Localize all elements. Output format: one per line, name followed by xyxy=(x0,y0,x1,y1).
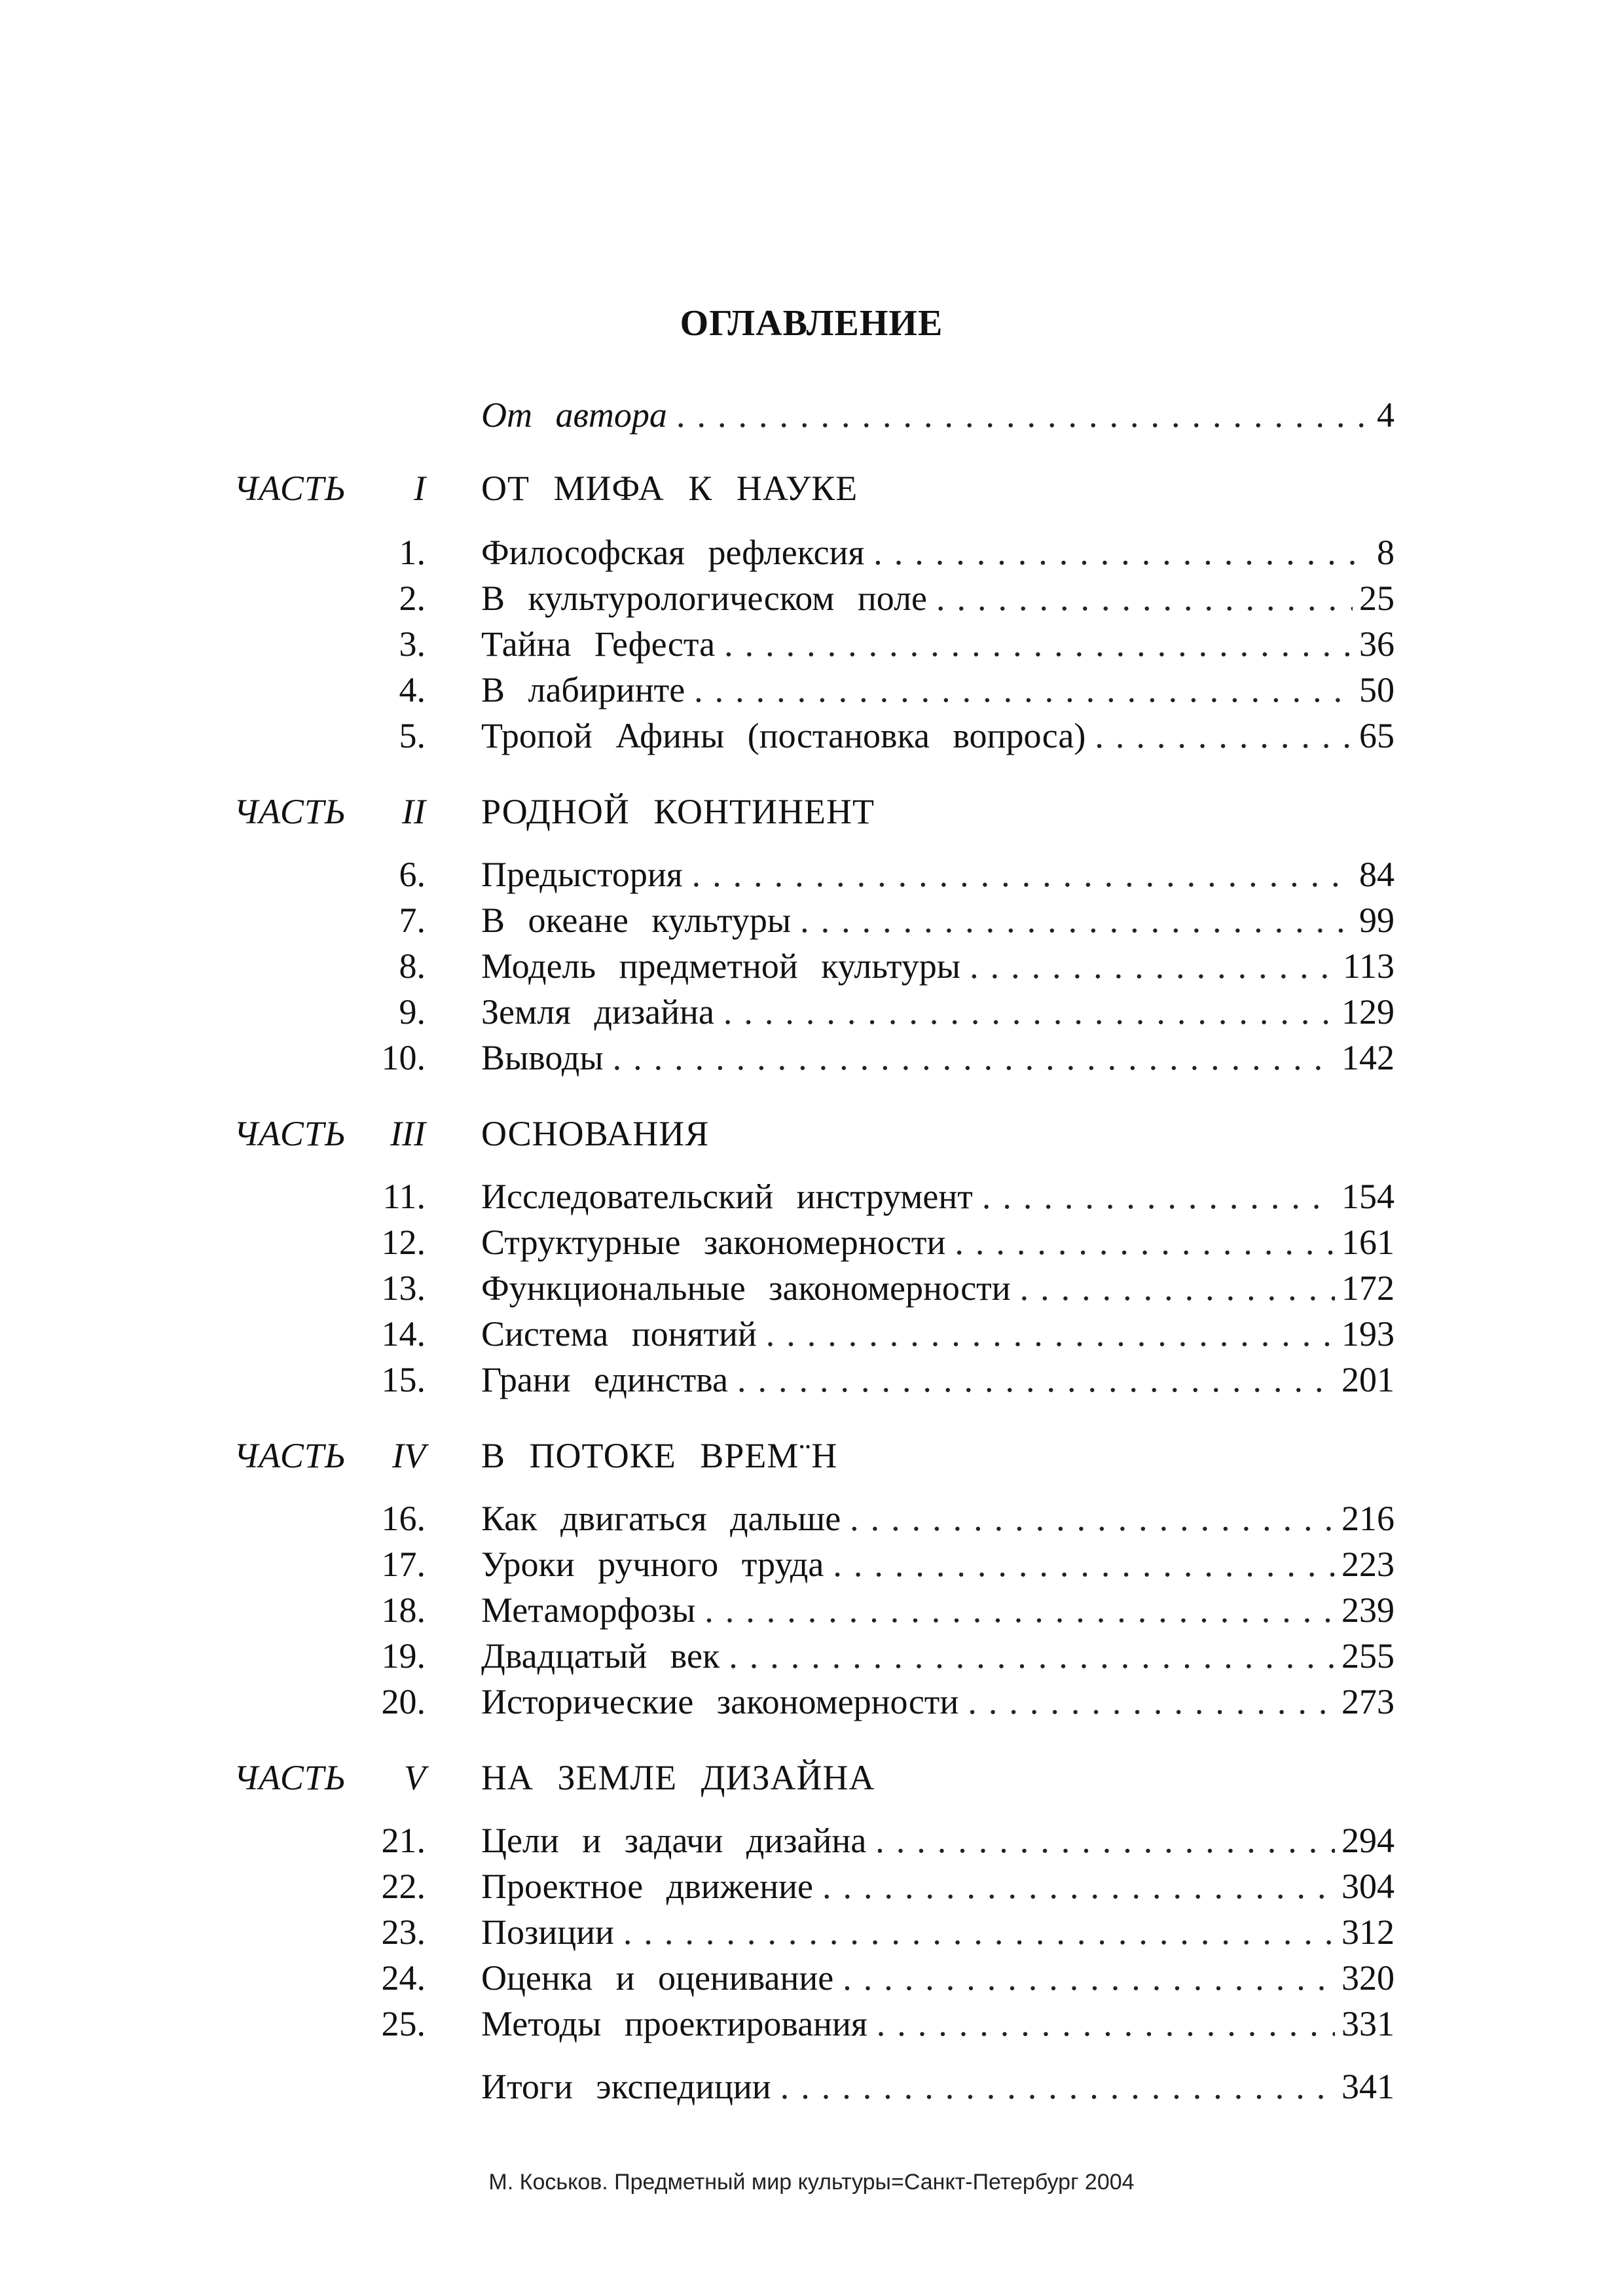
toc-chapter-row[interactable] xyxy=(0,1679,1623,1725)
toc-chapter-row[interactable] xyxy=(0,897,1623,943)
chapter-title: Структурные закономерности xyxy=(481,1223,946,1262)
part-label: ЧАСТЬ xyxy=(234,1758,346,1797)
toc-chapter-row[interactable] xyxy=(0,1863,1623,1909)
chapter-number: 24. xyxy=(381,1958,426,1998)
toc-entry-title: Итоги экспедиции xyxy=(481,2067,771,2106)
chapter-number: 7. xyxy=(399,901,426,940)
part-title: НА ЗЕМЛЕ ДИЗАЙНА xyxy=(481,1758,875,1797)
chapter-title: Земля дизайна xyxy=(481,992,714,1031)
chapter-title: Двадцатый век xyxy=(481,1636,720,1676)
part-numeral: V xyxy=(404,1758,426,1797)
dot-leader xyxy=(850,1496,1335,1541)
chapter-number: 22. xyxy=(381,1867,426,1906)
toc-outro-row[interactable] xyxy=(0,2064,1623,2109)
chapter-title: Проектное движение xyxy=(481,1867,813,1906)
dot-leader xyxy=(982,1174,1335,1219)
part-title: ОТ МИФА К НАУКЕ xyxy=(481,469,858,508)
chapter-page: 129 xyxy=(1341,992,1395,1031)
chapter-page: 294 xyxy=(1341,1821,1395,1860)
chapter-number: 11. xyxy=(382,1177,426,1216)
chapter-page: 223 xyxy=(1341,1545,1395,1584)
toc-chapter-row[interactable] xyxy=(0,621,1623,667)
chapter-title: Предыстория xyxy=(481,855,683,894)
chapter-number: 5. xyxy=(399,716,426,755)
dot-leader xyxy=(800,897,1353,943)
chapter-number: 23. xyxy=(381,1912,426,1952)
toc-chapter-row[interactable] xyxy=(0,1311,1623,1357)
chapter-number: 17. xyxy=(381,1545,426,1584)
dot-leader xyxy=(704,1587,1335,1633)
chapter-number: 12. xyxy=(381,1223,426,1262)
toc-chapter-row[interactable] xyxy=(0,667,1623,713)
chapter-title: Модель предметной культуры xyxy=(481,946,961,986)
chapter-number: 19. xyxy=(381,1636,426,1676)
chapter-page: 304 xyxy=(1341,1867,1395,1906)
toc-intro-row[interactable] xyxy=(0,392,1623,438)
chapter-title: Тайна Гефеста xyxy=(481,624,716,664)
dot-leader xyxy=(623,1909,1335,1955)
toc-chapter-row[interactable] xyxy=(0,1955,1623,2001)
chapter-title: Тропой Афины (постановка вопроса) xyxy=(481,716,1086,755)
dot-leader xyxy=(780,2064,1335,2109)
toc-chapter-row[interactable] xyxy=(0,1818,1623,1863)
part-numeral: I xyxy=(414,469,426,508)
dot-leader xyxy=(729,1633,1335,1679)
part-heading-5[interactable] xyxy=(0,1755,1623,1801)
toc-chapter-row[interactable] xyxy=(0,1541,1623,1587)
chapter-number: 21. xyxy=(381,1821,426,1860)
part-heading-2[interactable] xyxy=(0,789,1623,834)
chapter-number: 1. xyxy=(399,533,426,572)
chapter-number: 2. xyxy=(399,579,426,618)
dot-leader xyxy=(970,943,1336,989)
part-title: ОСНОВАНИЯ xyxy=(481,1114,710,1153)
chapter-title: Исторические закономерности xyxy=(481,1682,959,1721)
chapter-number: 8. xyxy=(399,946,426,986)
chapter-page: 216 xyxy=(1341,1499,1395,1538)
chapter-title: Грани единства xyxy=(481,1360,728,1399)
part-heading-1[interactable] xyxy=(0,465,1623,511)
chapter-number: 9. xyxy=(399,992,426,1031)
dot-leader xyxy=(936,575,1353,621)
chapter-page: 312 xyxy=(1341,1912,1395,1952)
toc-chapter-row[interactable] xyxy=(0,713,1623,759)
chapter-page: 36 xyxy=(1359,624,1395,664)
chapter-number: 16. xyxy=(381,1499,426,1538)
toc-chapter-row[interactable] xyxy=(0,575,1623,621)
page-title: ОГЛАВЛЕНИЕ xyxy=(680,303,943,344)
chapter-title: Система понятий xyxy=(481,1314,757,1354)
chapter-page: 172 xyxy=(1341,1268,1395,1308)
toc-entry xyxy=(481,392,1395,438)
chapter-number: 20. xyxy=(381,1682,426,1721)
toc-chapter-row[interactable] xyxy=(0,1219,1623,1265)
dot-leader xyxy=(723,989,1335,1035)
chapter-title: Функциональные закономерности xyxy=(481,1268,1011,1308)
part-numeral: III xyxy=(390,1114,426,1153)
part-label: ЧАСТЬ xyxy=(234,792,346,831)
chapter-title: В океане культуры xyxy=(481,901,792,940)
chapter-title: В культурологическом поле xyxy=(481,579,927,618)
chapter-page: 113 xyxy=(1343,946,1395,986)
toc-entry-page: 341 xyxy=(1341,2067,1395,2106)
chapter-number: 15. xyxy=(381,1360,426,1399)
page-footer: М. Коськов. Предметный мир культуры=Санкт-Петербург 2004 xyxy=(488,2170,1135,2195)
part-title: В ПОТОКЕ ВРЕМ¨Н xyxy=(481,1436,838,1475)
chapter-page: 331 xyxy=(1341,2004,1395,2043)
part-label: ЧАСТЬ xyxy=(234,1436,346,1475)
toc-chapter-row[interactable] xyxy=(0,529,1623,575)
chapter-page: 239 xyxy=(1341,1590,1395,1630)
toc-chapter-row[interactable] xyxy=(0,1265,1623,1311)
toc-chapter-row[interactable] xyxy=(0,1496,1623,1541)
chapter-number: 13. xyxy=(381,1268,426,1308)
chapter-page: 142 xyxy=(1341,1038,1395,1077)
toc-chapter-row[interactable] xyxy=(0,1357,1623,1403)
part-heading-3[interactable] xyxy=(0,1111,1623,1157)
part-numeral: II xyxy=(402,792,426,831)
chapter-page: 320 xyxy=(1341,1958,1395,1998)
dot-leader xyxy=(833,1541,1335,1587)
part-numeral: IV xyxy=(392,1436,426,1475)
dot-leader xyxy=(877,2001,1335,2047)
chapter-page: 99 xyxy=(1359,901,1395,940)
dot-leader xyxy=(613,1035,1335,1081)
toc-chapter-row[interactable] xyxy=(0,1035,1623,1081)
chapter-number: 10. xyxy=(381,1038,426,1077)
chapter-page: 201 xyxy=(1341,1360,1395,1399)
part-label: ЧАСТЬ xyxy=(234,469,346,508)
toc-chapter-row[interactable] xyxy=(0,943,1623,989)
toc-chapter-row[interactable] xyxy=(0,1174,1623,1219)
dot-leader xyxy=(692,852,1353,897)
chapter-number: 3. xyxy=(399,624,426,664)
part-title: РОДНОЙ КОНТИНЕНТ xyxy=(481,792,875,831)
toc-entry-title: От автора xyxy=(481,395,667,435)
chapter-title: Позиции xyxy=(481,1912,614,1952)
dot-leader xyxy=(955,1219,1335,1265)
chapter-page: 161 xyxy=(1341,1223,1395,1262)
dot-leader xyxy=(676,392,1370,438)
toc-chapter-row[interactable] xyxy=(0,1633,1623,1679)
toc-chapter-row[interactable] xyxy=(0,852,1623,897)
toc-chapter-row[interactable] xyxy=(0,1587,1623,1633)
chapter-number: 25. xyxy=(381,2004,426,2043)
toc-chapter-row[interactable] xyxy=(0,1909,1623,1955)
chapter-title: Методы проектирования xyxy=(481,2004,867,2043)
dot-leader xyxy=(1095,713,1353,759)
dot-leader xyxy=(968,1679,1335,1725)
chapter-page: 273 xyxy=(1341,1682,1395,1721)
chapter-number: 4. xyxy=(399,670,426,709)
toc-chapter-row[interactable] xyxy=(0,989,1623,1035)
chapter-title: Исследовательский инструмент xyxy=(481,1177,973,1216)
chapter-page: 255 xyxy=(1341,1636,1395,1676)
dot-leader xyxy=(822,1863,1335,1909)
dot-leader xyxy=(843,1955,1335,2001)
chapter-title: В лабиринте xyxy=(481,670,685,709)
dot-leader xyxy=(724,621,1353,667)
chapter-page: 50 xyxy=(1359,670,1395,709)
chapter-page: 8 xyxy=(1377,533,1395,572)
chapter-title: Уроки ручного труда xyxy=(481,1545,824,1584)
chapter-title: Выводы xyxy=(481,1038,604,1077)
part-heading-4[interactable] xyxy=(0,1433,1623,1479)
dot-leader xyxy=(1020,1265,1335,1311)
part-label: ЧАСТЬ xyxy=(234,1114,346,1153)
dot-leader xyxy=(766,1311,1335,1357)
chapter-title: Как двигаться дальше xyxy=(481,1499,841,1538)
chapter-title: Метаморфозы xyxy=(481,1590,696,1630)
chapter-page: 154 xyxy=(1341,1177,1395,1216)
dot-leader xyxy=(694,667,1353,713)
toc-chapter-row[interactable] xyxy=(0,2001,1623,2047)
chapter-number: 14. xyxy=(381,1314,426,1354)
chapter-number: 6. xyxy=(399,855,426,894)
dot-leader xyxy=(737,1357,1335,1403)
chapter-page: 84 xyxy=(1359,855,1395,894)
chapter-title: Философская рефлексия xyxy=(481,533,865,572)
dot-leader xyxy=(875,1818,1335,1863)
chapter-number: 18. xyxy=(381,1590,426,1630)
dot-leader xyxy=(873,529,1370,575)
chapter-page: 193 xyxy=(1341,1314,1395,1354)
chapter-page: 65 xyxy=(1359,716,1395,755)
chapter-title: Цели и задачи дизайна xyxy=(481,1821,867,1860)
chapter-page: 25 xyxy=(1359,579,1395,618)
toc-entry-page: 4 xyxy=(1377,395,1395,435)
chapter-title: Оценка и оценивание xyxy=(481,1958,834,1998)
